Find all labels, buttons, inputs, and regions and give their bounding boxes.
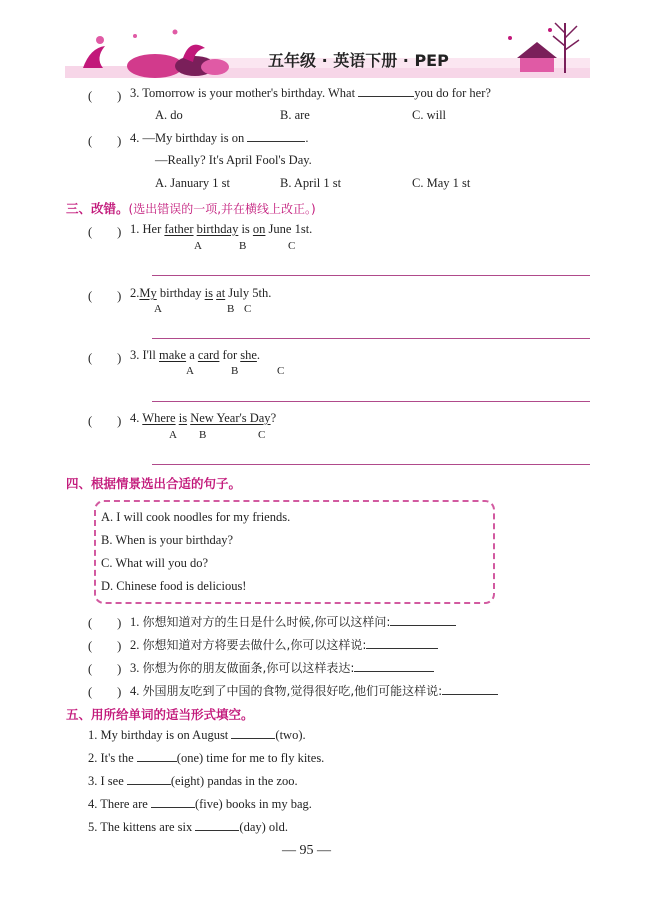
- word-hint: (one): [176, 751, 204, 765]
- question-3-3: 3. I'll make a card for she.: [130, 348, 261, 362]
- part-a: make: [159, 348, 187, 362]
- option-b: B. April 1 st: [280, 176, 342, 190]
- option-b: B. When is your birthday?: [101, 533, 234, 547]
- answer-paren[interactable]: ( ): [88, 685, 122, 699]
- word-hint: (day): [239, 820, 266, 834]
- question-4-2: 2. 你想知道对方将要去做什么,你可以这样说:: [130, 636, 438, 653]
- label-c: C: [258, 429, 266, 441]
- label-c: C: [277, 365, 285, 377]
- option-c: C. May 1 st: [412, 176, 471, 190]
- page-header-title: 五年级 · 英语下册 · PEP: [268, 51, 449, 70]
- question-text-end: you do for her?: [414, 86, 491, 100]
- question-2-3: [130, 86, 491, 101]
- label-b: B: [227, 303, 235, 315]
- question-line2: —Really? It's April Fool's Day.: [155, 153, 312, 167]
- question-number: 4.: [130, 131, 140, 145]
- label-c: C: [288, 240, 296, 252]
- label-b: B: [239, 240, 247, 252]
- part-c: on: [252, 222, 266, 236]
- answer-paren[interactable]: ( ): [88, 662, 122, 676]
- word-hint: (two): [275, 728, 303, 742]
- answer-blank[interactable]: [137, 751, 177, 762]
- fill-item-3: 3. I see (eight) pandas in the zoo.: [88, 774, 298, 788]
- answer-blank[interactable]: [231, 728, 275, 739]
- part-c: she: [240, 348, 257, 362]
- fill-item-5: 5. The kittens are six (day) old.: [88, 820, 289, 834]
- question-4-4: 4. 外国朋友吃到了中国的食物,觉得很好吃,他们可能这样说:: [130, 682, 498, 699]
- part-a: father: [164, 222, 194, 236]
- question-text: —My birthday is on: [142, 131, 248, 145]
- label-a: A: [169, 429, 177, 441]
- answer-blank[interactable]: [151, 797, 195, 808]
- fill-item-2: 2. It's the (one) time for me to fly kites.: [88, 751, 325, 765]
- part-b: is: [204, 286, 214, 300]
- option-c: C. will: [412, 108, 447, 122]
- part-b: card: [197, 348, 220, 362]
- section-3-note: (选出错误的一项,并在横线上改正。): [128, 202, 316, 216]
- part-c: New Year's Day: [190, 411, 271, 425]
- answer-blank[interactable]: [358, 86, 414, 97]
- fill-item-1: 1. My birthday is on August (two).: [88, 728, 306, 742]
- label-a: A: [194, 240, 202, 252]
- question-3-2: 2.My birthday is at July 5th.: [130, 286, 272, 300]
- fill-item-4: 4. There are (five) books in my bag.: [88, 797, 312, 811]
- answer-blank[interactable]: [390, 615, 456, 626]
- word-hint: (five): [194, 797, 223, 811]
- answer-line[interactable]: [152, 464, 590, 465]
- question-2-4: [130, 131, 308, 146]
- answer-paren[interactable]: ( ): [88, 414, 122, 428]
- question-number: 3.: [130, 86, 140, 100]
- option-c: C. What will you do?: [101, 556, 209, 570]
- section-4-heading: 四、根据情景选出合适的句子。: [66, 476, 242, 491]
- answer-blank[interactable]: [247, 131, 305, 142]
- answer-line[interactable]: [152, 401, 590, 402]
- answer-line[interactable]: [152, 338, 590, 339]
- question-4-3: 3. 你想为你的朋友做面条,你可以这样表达:: [130, 659, 434, 676]
- answer-paren[interactable]: ( ): [88, 89, 122, 103]
- part-a: My: [139, 286, 157, 300]
- answer-paren[interactable]: ( ): [88, 351, 122, 365]
- answer-blank[interactable]: [195, 820, 239, 831]
- option-b: B. are: [280, 108, 310, 122]
- answer-paren[interactable]: ( ): [88, 225, 122, 239]
- part-c: at: [216, 286, 226, 300]
- answer-paren[interactable]: ( ): [88, 289, 122, 303]
- label-a: A: [154, 303, 162, 315]
- answer-paren[interactable]: ( ): [88, 134, 122, 148]
- section-5-heading: 五、用所给单词的适当形式填空。: [66, 707, 254, 722]
- answer-paren[interactable]: ( ): [88, 616, 122, 630]
- answer-blank[interactable]: [127, 774, 171, 785]
- page-number: — 95 —: [282, 843, 331, 858]
- question-4-1: 1. 你想知道对方的生日是什么时候,你可以这样问:: [130, 613, 456, 630]
- label-c: C: [244, 303, 252, 315]
- answer-paren[interactable]: ( ): [88, 639, 122, 653]
- label-a: A: [186, 365, 194, 377]
- question-3-1: 1. Her father birthday is on June 1st.: [130, 222, 313, 236]
- option-a: A. do: [155, 108, 183, 122]
- option-d: D. Chinese food is delicious!: [101, 579, 247, 593]
- answer-blank[interactable]: [442, 684, 498, 695]
- answer-line[interactable]: [152, 275, 590, 276]
- answer-blank[interactable]: [366, 638, 438, 649]
- question-text-end: .: [305, 131, 309, 145]
- answer-blank[interactable]: [354, 661, 434, 672]
- label-b: B: [231, 365, 239, 377]
- label-b: B: [199, 429, 207, 441]
- section-3-heading: 三、改错。(选出错误的一项,并在横线上改正。): [66, 201, 316, 216]
- word-hint: (eight): [170, 774, 205, 788]
- part-b: birthday: [196, 222, 239, 236]
- question-text: Tomorrow is your mother's birthday. What: [142, 86, 359, 100]
- option-a: A. January 1 st: [155, 176, 230, 190]
- part-a: Where: [142, 411, 176, 425]
- option-a: A. I will cook noodles for my friends.: [101, 510, 291, 524]
- part-b: is: [178, 411, 188, 425]
- question-3-4: 4. Where is New Year's Day?: [130, 411, 277, 425]
